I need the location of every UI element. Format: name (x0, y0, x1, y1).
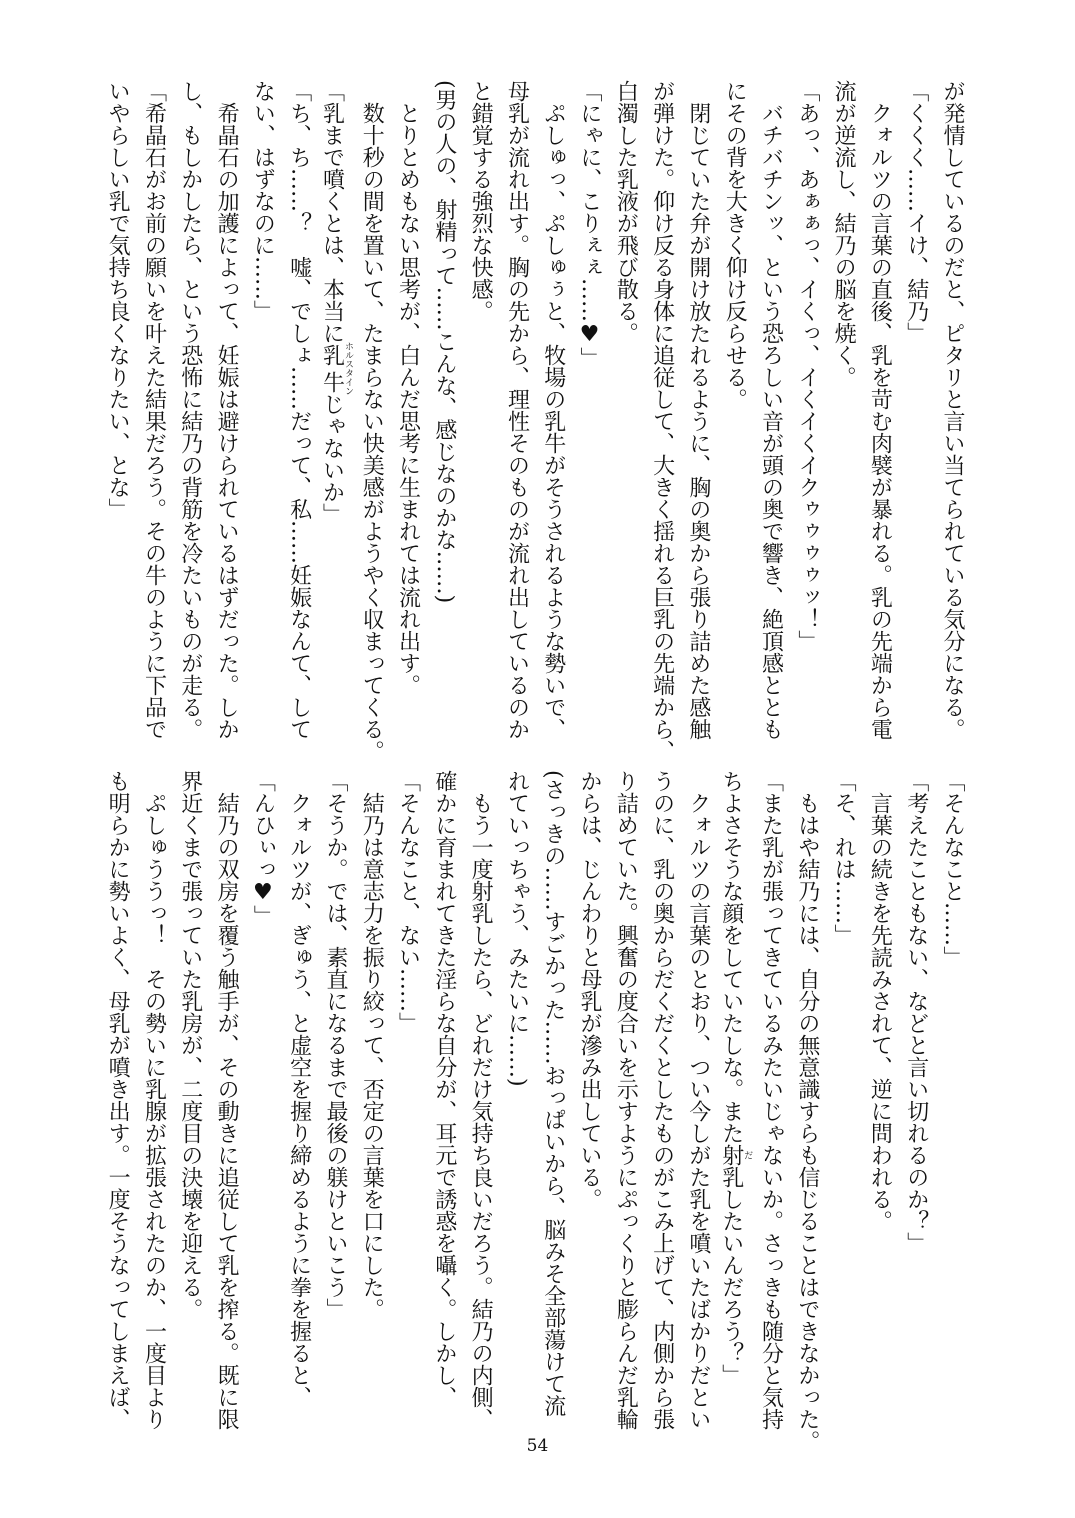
text-column: ぷしゅっ、ぷしゅぅと、牧場の乳牛がそうされるような勢いで、 (540, 80, 566, 740)
text-column: クォルツの言葉のとおり、つい今しがた乳を噴いたばかりだとい (685, 770, 711, 1430)
text-column: 希晶石の加護によって、妊娠は避けられているはずだった。しか (214, 80, 240, 740)
text-column: り詰めていた。興奮の度合いを示すようにぷっくりと膨らんだ乳輪 (613, 770, 639, 1430)
text-column: いやらしい乳で気持ち良くなりたい、とな」 (105, 80, 131, 520)
ruby-reading: ホルスタイン (342, 341, 353, 396)
text-column: 「ち、ち……？ 嘘、でしょ……だって、私……妊娠なんて、して (286, 80, 312, 740)
text-column (716, 770, 752, 1430)
text-segment: ちよさそうな顔をしていたしな。また (718, 770, 744, 1144)
text-column: と錯覚する強烈な快感。 (468, 80, 494, 322)
text-column: 「そんなこと……」 (940, 770, 965, 968)
text-column: もう一度射乳したら、どれだけ気持ち良いだろう。結乃の内側、 (468, 770, 494, 1430)
text-segment: 乳したいんだろう？」 (718, 1166, 744, 1386)
text-column: クォルツが、ぎゅう、と虚空を握り締めるように拳を握ると、 (286, 770, 312, 1408)
text-column: 流が逆流し、結乃の脳を焼く。 (831, 80, 857, 388)
text-column: 「そんなこと、ない……」 (395, 770, 421, 1034)
text-column: が発情しているのだと、ピタリと言い当てられている気分になる。 (940, 80, 965, 740)
ruby-word (319, 341, 353, 396)
text-column: バチバチンッ、という恐ろしい音が頭の奥で響き、絶頂感ととも (758, 80, 784, 740)
text-column: れていっちゃう、みたいに……) (504, 770, 530, 1087)
text-column: 「くくく……イけ、結乃」 (903, 80, 929, 344)
text-column: うのに、乳の奥からだくだくとしたものがこみ上げて、内側から張 (649, 770, 675, 1430)
text-column: ぷしゅううっ！ その勢いに乳腺が拡張されたのか、一度目より (141, 770, 167, 1430)
text-column: もはや結乃には、自分の無意識すらも信じることはできなかった。 (794, 770, 820, 1452)
top-text-block (90, 80, 970, 762)
text-column: (男の人の、射精って……こんな、感じなのかな……) (431, 80, 457, 604)
text-segment: 「乳まで噴くとは、本当に (319, 80, 345, 344)
text-column: とりとめもない思考が、白んだ思考に生まれては流れ出す。 (395, 80, 421, 696)
text-column: 「希晶石がお前の願いを叶えた結果だろう。その牛のように下品で (141, 80, 167, 740)
text-column: 「そうか。では、素直になるまで最後の躾けといこう」 (322, 770, 348, 1320)
text-column: 「にゃに、こりぇぇ……♥」 (577, 80, 603, 369)
ruby-base: 射 (718, 1144, 744, 1166)
text-column: 言葉の続きを先読みされて、逆に問われる。 (867, 770, 893, 1232)
text-segment: じゃないか」 (319, 393, 345, 525)
text-column: 「また乳が張ってきているみたいじゃないか。さっきも随分と気持 (758, 770, 784, 1430)
text-column: 「あっ、あぁぁっ、イくっ、イくイくイクゥゥゥゥッ！」 (794, 80, 820, 652)
text-column: 閉じていた弁が開け放たれるように、胸の奥から張り詰めた感触 (685, 80, 711, 740)
text-column: 「そ、れは……」 (831, 770, 857, 946)
text-column: 数十秒の間を置いて、たまらない快美感がようやく収まってくる。 (359, 80, 385, 762)
text-column: からは、じんわりと母乳が滲み出している。 (577, 770, 603, 1210)
text-column: 白濁した乳液が飛び散る。 (613, 80, 639, 344)
text-column: 界近くまで張っていた乳房が、二度目の決壊を迎える。 (177, 770, 203, 1320)
text-column: も明らかに勢いよく、母乳が噴き出す。一度そうなってしまえば、 (105, 770, 131, 1430)
text-column: (さっきの……すごかった……おっぱいから、脳みそ全部蕩けて流 (540, 770, 566, 1417)
text-column: が弾けた。仰け反る身体に追従して、大きく揺れる巨乳の先端から、 (649, 80, 675, 762)
text-column: 「考えたこともない、などと言い切れるのか？」 (903, 770, 929, 1254)
page-number: 54 (526, 1436, 549, 1456)
text-column: 結乃の双房を覆う触手が、その動きに追従して乳を搾る。既に限 (214, 770, 240, 1430)
text-column: クォルツの言葉の直後、乳を苛む肉襞が暴れる。乳の先端から電 (867, 80, 893, 740)
text-column: し、もしかしたら、という恐怖に結乃の背筋を冷たいものが走る。 (177, 80, 203, 740)
text-column: 確かに育まれてきた淫らな自分が、耳元で誘惑を囁く。しかし、 (431, 770, 457, 1408)
text-column (317, 80, 353, 740)
ruby-base: 乳牛 (319, 341, 345, 396)
text-column: 「んひぃっ♥」 (250, 770, 276, 927)
ruby-reading: だ (742, 1144, 753, 1166)
text-column: 結乃は意志力を振り絞って、否定の言葉を口にした。 (359, 770, 385, 1320)
text-column: ない、はずなのに……」 (250, 80, 276, 322)
ruby-word (718, 1144, 753, 1166)
text-column: にその背を大きく仰け反らせる。 (722, 80, 748, 410)
text-column: 母乳が流れ出す。胸の先から、理性そのものが流れ出しているのか (504, 80, 530, 740)
